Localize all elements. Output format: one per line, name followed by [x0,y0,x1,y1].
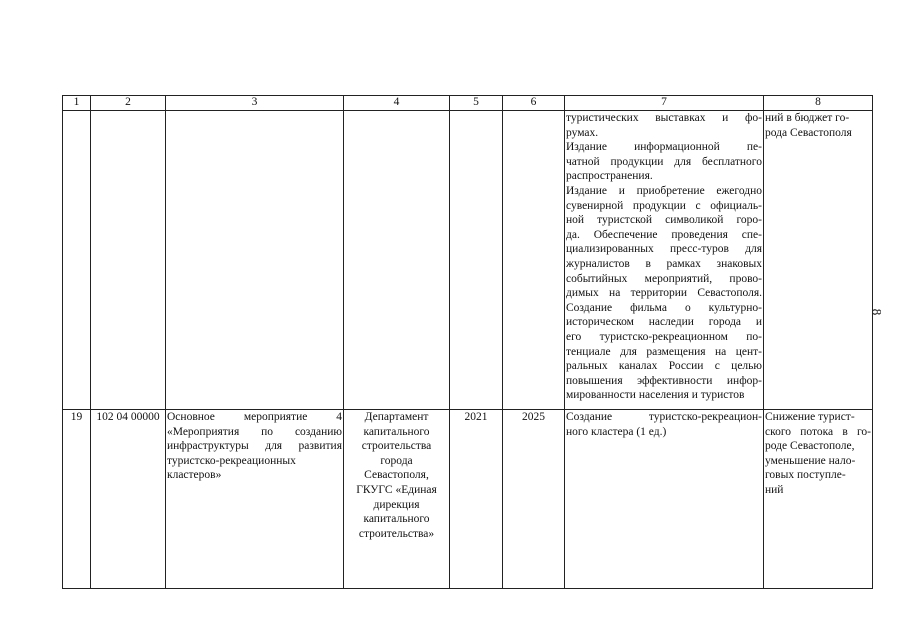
cell-empty [503,111,565,410]
text-line: да. Обеспечение проведения спе- [566,228,762,241]
text-line: рода Севастополя [765,126,852,139]
text-line: ний в бюджет го- [765,112,850,124]
text-line: строительства [361,440,432,453]
text-line: чатной продукции для бесплатного [566,155,762,168]
text-line: строительства» [358,527,435,540]
cell-empty [344,111,450,410]
cell-consequences [764,410,873,589]
text-line: капитального [363,513,430,526]
text-line: Издание информационной пе- [566,141,762,154]
cell-empty [450,111,503,410]
text-line: его туристско-рекреационном по- [566,330,762,343]
text-line: «Мероприятия по созданию [167,425,342,438]
col-header-1: 1 [63,96,91,111]
header-row [63,96,873,111]
text-line: журналистов в рамках знаковых [566,257,762,270]
text-line: уменьшение нало- [765,454,856,467]
cell-empty [166,111,344,410]
col-header-3: 3 [166,96,344,111]
text-line: димых на территории Севастополя. [566,287,762,300]
text-line: ного кластера (1 ед.) [566,425,667,438]
text-line: Департамент [364,411,429,423]
cell-measure-name [166,410,344,589]
text-line: мированности населения и туристов [566,389,745,402]
cell-activities [565,410,764,589]
text-line: ральных каналах России с целью [566,360,762,373]
text-line: событийных мероприятий, прово- [566,272,762,285]
text-line: туристско-рекреационных [167,454,296,467]
page-number: 8 [869,308,885,316]
cell-activities-continued [565,111,764,410]
col-header-6: 6 [503,96,565,111]
text-line: кластеров» [167,469,222,482]
text-line: Снижение турист- [765,411,855,423]
text-line: румах. [566,126,599,139]
cell-empty [63,111,91,410]
text-line: Создание туристско-рекреацион- [566,411,762,423]
text-line: ского потока в го- [765,425,871,438]
text-line: распространения. [566,170,653,183]
text-line: тенциале для размещения на цент- [566,345,762,358]
text-line: города [380,454,413,467]
text-line: Издание и приобретение ежегодно [566,184,762,197]
cell-end-year: 2025 [503,410,565,589]
col-header-8: 8 [764,96,873,111]
text-line: говых поступле- [765,469,846,482]
text-line: Основное мероприятие 4 [167,411,342,423]
cell-row-number: 19 [63,410,91,589]
text-line: роде Севастополе, [765,440,855,453]
text-line: ГКУГС «Единая [356,483,437,496]
text-line: циализированных пресс-туров для [566,243,762,256]
cell-consequences-continued [764,111,873,410]
table-row-19 [63,410,873,589]
text-line: туристических выставках и фо- [566,112,762,124]
col-header-4: 4 [344,96,450,111]
text-line: Севастополя, [364,469,429,482]
cell-empty [91,111,166,410]
text-line: ний [765,483,784,496]
text-line: повышения эффективности инфор- [566,374,762,387]
text-line: инфраструктуры для развития [167,440,342,453]
text-line: ной туристской символикой горо- [566,214,762,227]
col-header-2: 2 [91,96,166,111]
text-line: Создание фильма о культурно- [566,301,762,314]
col-header-5: 5 [450,96,503,111]
text-line: историческом наследии города и [566,316,762,329]
col-header-7: 7 [565,96,764,111]
table-row-continued [63,111,873,410]
cell-executor [344,410,450,589]
text-line: капитального [363,425,430,438]
text-line: сувенирной продукции с официаль- [566,199,762,212]
text-line: дирекция [373,498,420,511]
program-table [62,95,873,589]
cell-start-year: 2021 [450,410,503,589]
cell-code: 102 04 00000 [91,410,166,589]
